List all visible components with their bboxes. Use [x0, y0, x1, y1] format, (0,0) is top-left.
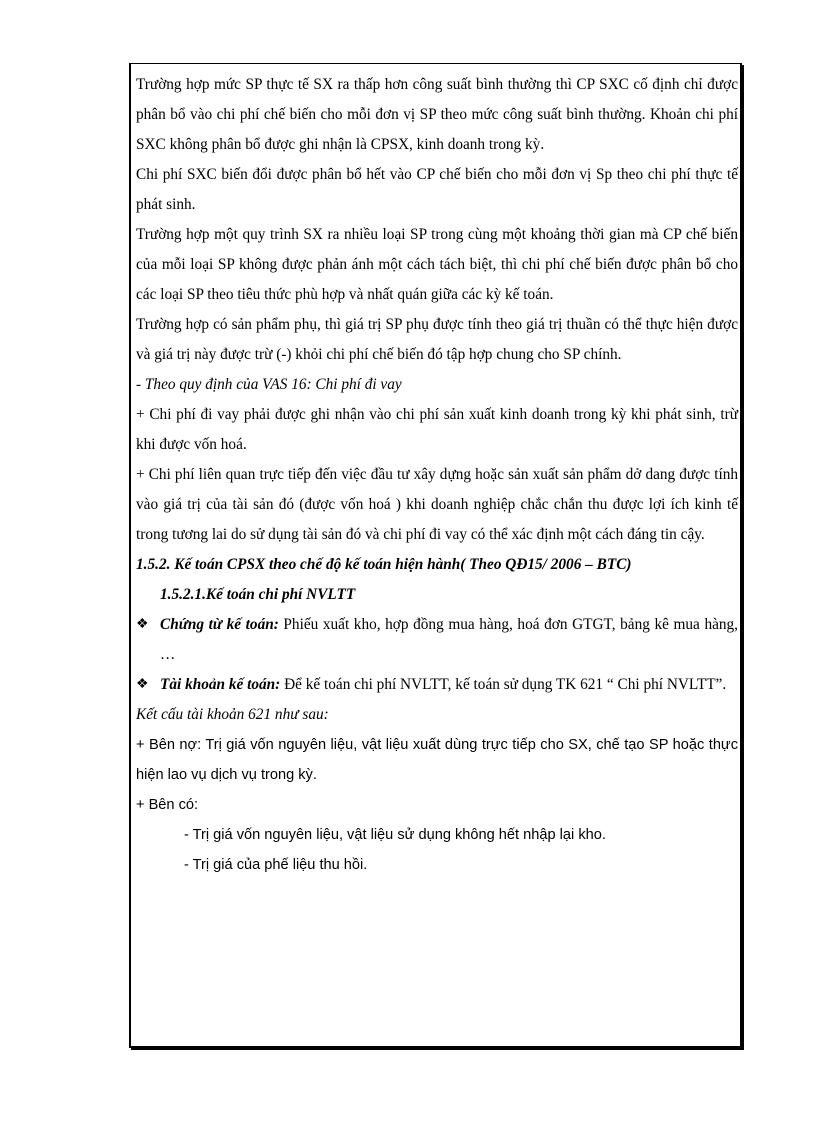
paragraph-multiple-products: Trường hợp một quy trình SX ra nhiều loại SP trong cùng một khoảng thời gian mà CP chế biến của mỗi loại SP không được phản ánh một cách tách biệt, thì chi phí chế biến được phân bổ cho các loại SP theo tiêu thức phù hợp và nhất quán giữa các kỳ kế toán. — [136, 226, 738, 303]
section-heading: 1.5.2. Kế toán CPSX theo chế độ kế toán hiện hành( Theo QĐ15/ 2006 – BTC) — [136, 556, 632, 573]
paragraph-overhead-fixed: Trường hợp mức SP thực tế SX ra thấp hơn công suất bình thường thì CP SXC cố định chỉ được phân bổ vào chi phí chế biến cho mỗi đơn vị SP theo mức công suất bình thường. Khoản chi phí SXC không phân bổ được ghi nhận là CPSX, kinh doanh trong kỳ. — [136, 76, 738, 153]
credit-side-label: + Bên có: — [136, 797, 199, 813]
document-body — [136, 70, 738, 880]
debit-side-text: + Bên nợ: Trị giá vốn nguyên liệu, vật liệu xuất dùng trực tiếp cho SX, chế tạo SP hoặc thực hiện lao vụ dịch vụ trong kỳ. — [136, 737, 738, 783]
paragraph-borrowing-cost-1: + Chi phí đi vay phải được ghi nhận vào chi phí sản xuất kinh doanh trong kỳ khi phát sinh, trừ khi được vốn hoá. — [136, 406, 738, 453]
bullet-accounts — [136, 670, 738, 700]
paragraph-vas16-title: - Theo quy định của VAS 16: Chi phí đi vay — [136, 376, 402, 393]
credit-item: - Trị giá vốn nguyên liệu, vật liệu sử dụng không hết nhập lại kho. — [184, 827, 606, 843]
account-structure-title: Kết cấu tài khoản 621 như sau: — [136, 706, 329, 723]
diamond-bullet-icon: ❖ — [136, 677, 149, 692]
diamond-bullet-icon: ❖ — [136, 617, 149, 632]
paragraph-by-products: Trường hợp có sản phẩm phụ, thì giá trị SP phụ được tính theo giá trị thuần có thể thực hiện được và giá trị này được trừ (-) khỏi chi phí chế biến đó tập hợp chung cho SP chính. — [136, 316, 738, 363]
bullet-documents — [136, 610, 738, 670]
paragraph-borrowing-cost-2: + Chi phí liên quan trực tiếp đến việc đầu tư xây dựng hoặc sản xuất sản phẩm dở dang được tính vào giá trị của tài sản đó (được vốn hoá ) khi doanh nghiệp chắc chắn thu được lợi ích kinh tế trong tương lai do sử dụng tài sản đó và chi phí đi vay có thể xác định một cách đáng tin cậy. — [136, 466, 738, 543]
bullet-documents-text: Phiếu xuất kho, hợp đồng mua hàng, hoá đơn GTGT, bảng kê mua hàng, … — [160, 616, 738, 663]
subsection-heading: 1.5.2.1.Kế toán chi phí NVLTT — [160, 586, 356, 603]
paragraph-overhead-variable: Chi phí SXC biến đổi được phân bổ hết vào CP chế biến cho mỗi đơn vị Sp theo chi phí thực tế phát sinh. — [136, 166, 738, 213]
bullet-accounts-text: Để kế toán chi phí NVLTT, kế toán sử dụng TK 621 “ Chi phí NVLTT”. — [280, 676, 727, 693]
bullet-accounts-lead: Tài khoản kế toán: — [160, 676, 281, 693]
credit-item: - Trị giá của phế liệu thu hồi. — [184, 857, 368, 873]
bullet-documents-lead: Chứng từ kế toán: — [160, 616, 279, 633]
